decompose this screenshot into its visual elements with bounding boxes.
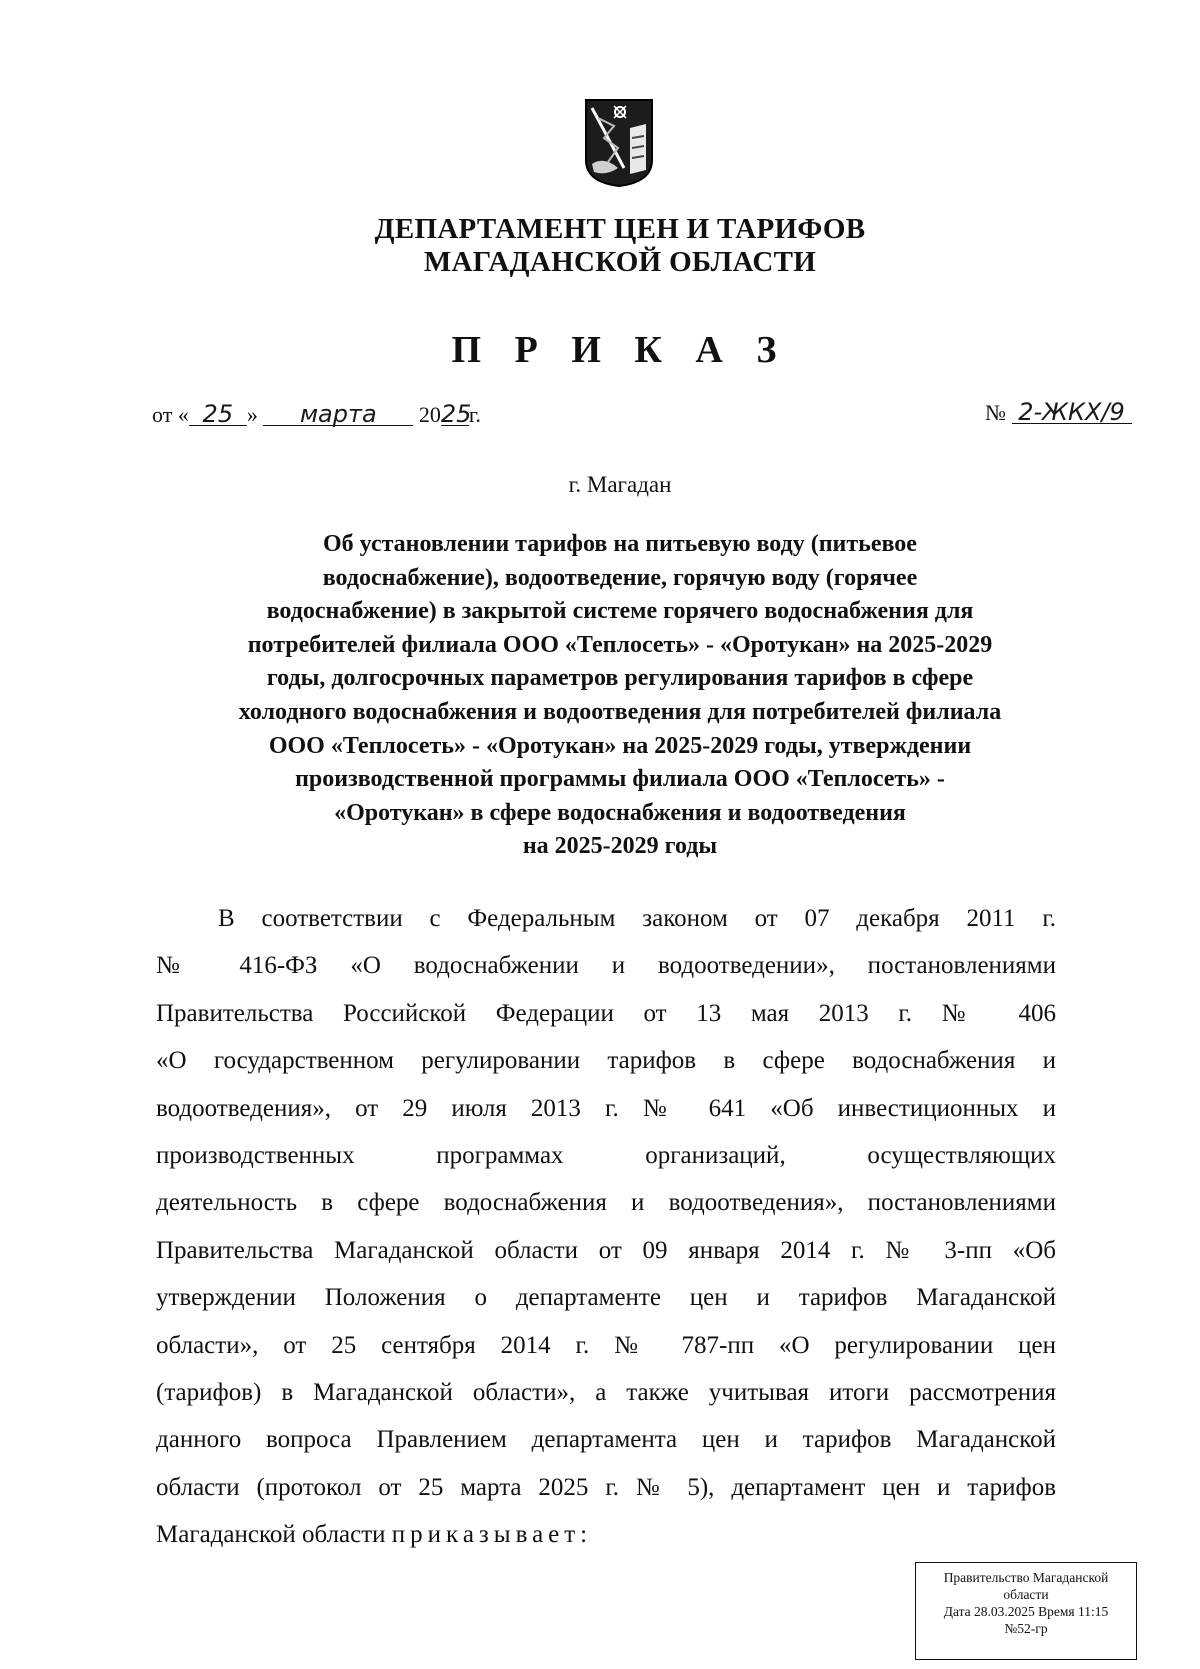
body-line: № 416-ФЗ «О водоснабжении и водоотведении», постановлениями: [156, 952, 1056, 980]
date-year-handwritten: 25: [440, 400, 472, 428]
stamp-line-4: №52-гр: [1004, 1621, 1048, 1636]
date-year-prefix: 20: [418, 402, 441, 427]
department-line-1: ДЕПАРТАМЕНТ ЦЕН И ТАРИФОВ: [374, 213, 866, 245]
body-line: водоотведения», от 29 июля 2013 г. № 641 «Об инвестиционных и: [156, 1094, 1056, 1122]
department-name: [200, 213, 1040, 279]
title-line: холодного водоснабжения и водоотведения для потребителей филиала: [238, 698, 1002, 725]
body-line: данного вопроса Правлением департамента цен и тарифов Магаданской: [156, 1426, 1056, 1454]
stamp-line-1: Правительство Магаданской: [943, 1570, 1109, 1585]
title-line: «Оротукан» в сфере водоснабжения и водоотведения: [334, 799, 906, 826]
date-day-handwritten: 25: [189, 403, 247, 426]
stamp-line-3: Дата 28.03.2025 Время 11:15: [943, 1604, 1109, 1619]
date-suffix: г.: [468, 402, 481, 427]
city: г. Магадан: [568, 472, 672, 497]
body-line: Правительства Магаданской области от 09 января 2014 г. № 3-пп «Об: [156, 1236, 1056, 1264]
title-line: годы, долгосрочных параметров регулирования тарифов в сфере: [266, 665, 974, 692]
coat-of-arms-emblem: [584, 98, 654, 188]
body-line: утверждении Положения о департаменте цен и тарифов Магаданской: [156, 1284, 1056, 1312]
closing-action: приказывает:: [391, 1521, 593, 1549]
body-line: области», от 25 сентября 2014 г. № 787-пп «О регулировании цен: [156, 1331, 1056, 1359]
closing-line: [156, 1511, 1056, 1558]
closing-text: Магаданской области: [156, 1521, 392, 1549]
body-line: Правительства Российской Федерации от 13 мая 2013 г. № 406: [156, 999, 1056, 1027]
body-line: «О государственном регулировании тарифов в сфере водоснабжения и: [156, 1047, 1056, 1075]
body-line: деятельность в сфере водоснабжения и водоотведения», постановлениями: [156, 1189, 1056, 1217]
title-line: производственной программы филиала ООО «Теплосеть» -: [295, 766, 945, 793]
title-line: водоснабжение) в закрытой системе горячего водоснабжения для: [266, 598, 974, 625]
number-value-handwritten: 2-ЖКХ/9: [1012, 401, 1132, 424]
date-month-handwritten: марта: [263, 403, 413, 426]
order-number: [985, 400, 1132, 426]
title-line: водоснабжение), водоотведение, горячую воду (горячее: [322, 564, 918, 591]
body-line: (тарифов) в Магаданской области», а также учитывая итоги рассмотрения: [156, 1379, 1056, 1407]
stamp-line-2: области: [1003, 1587, 1049, 1602]
title-line: потребителей филиала ООО «Теплосеть» - «Оротукан» на 2025-2029: [247, 631, 993, 658]
department-line-2: МАГАДАНСКОЙ ОБЛАСТИ: [423, 246, 817, 278]
preamble-paragraph: [156, 895, 1056, 1559]
title-line: Об установлении тарифов на питьевую воду (питьевое: [323, 531, 917, 557]
document-type-heading: П Р И К А З: [451, 329, 789, 371]
registration-stamp: [915, 1562, 1137, 1660]
number-prefix: №: [985, 400, 1006, 425]
body-line: В соответствии с Федеральным законом от 07 декабря 2011 г.: [218, 905, 1056, 932]
date-prefix: от «: [152, 402, 189, 427]
date-mid: »: [246, 402, 258, 427]
order-title: [160, 528, 1080, 864]
body-line: производственных программах организаций, осуществляющих: [156, 1142, 1056, 1170]
body-line: области (протокол от 25 марта 2025 г. № 5), департамент цен и тарифов: [156, 1473, 1056, 1501]
title-line: ООО «Теплосеть» - «Оротукан» на 2025-2029 годы, утверждении: [268, 732, 972, 759]
order-date: [152, 402, 481, 428]
title-line: на 2025-2029 годы: [522, 833, 718, 860]
